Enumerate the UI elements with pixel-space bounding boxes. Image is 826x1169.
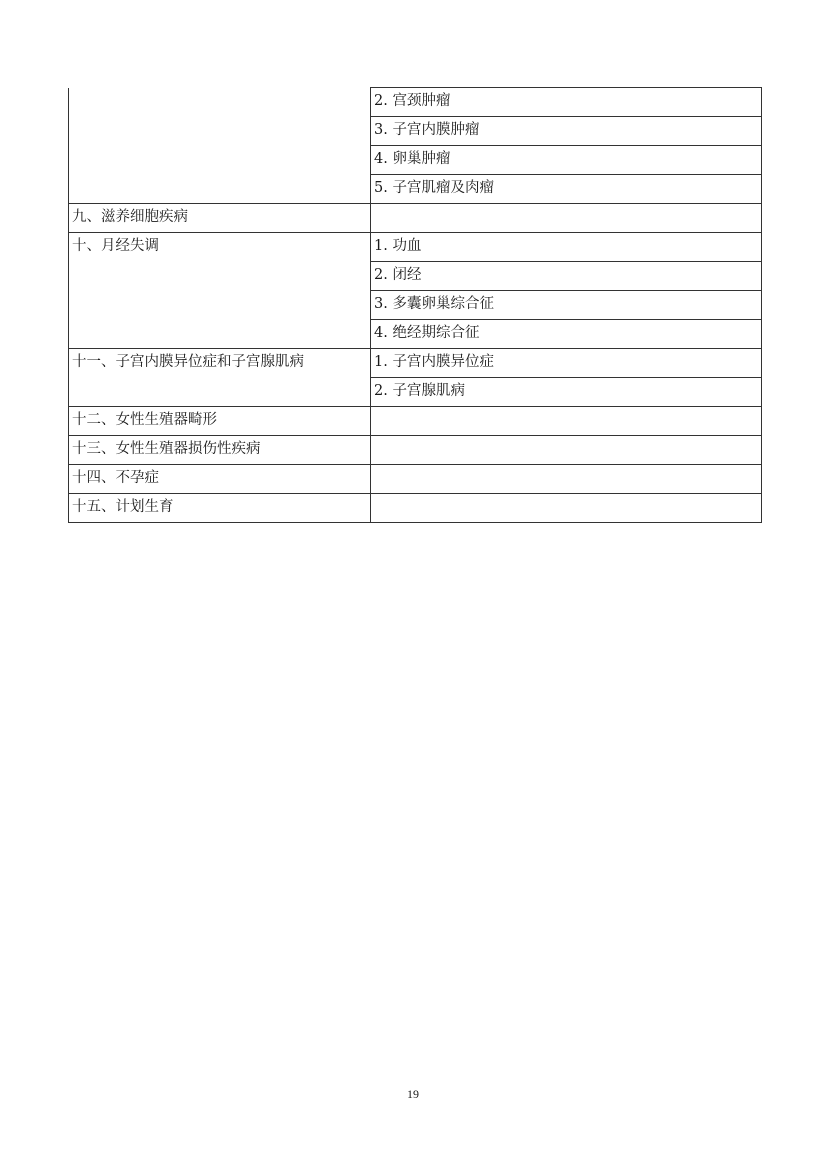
section-item-cell: 3. 子宫内膜肿瘤 (371, 117, 762, 146)
section-item-cell (371, 436, 762, 465)
table-row (69, 436, 762, 465)
syllabus-table (68, 87, 762, 523)
section-item-cell (371, 407, 762, 436)
section-item-cell: 4. 卵巢肿瘤 (371, 146, 762, 175)
table-row (69, 465, 762, 494)
section-item-cell (371, 204, 762, 233)
table-row (69, 407, 762, 436)
section-title-cell: 十三、女性生殖器损伤性疾病 (69, 436, 371, 465)
section-item-cell: 4. 绝经期综合征 (371, 320, 762, 349)
section-title-cell: 九、滋养细胞疾病 (69, 204, 371, 233)
section-item-cell: 2. 闭经 (371, 262, 762, 291)
section-item-cell: 2. 子宫腺肌病 (371, 378, 762, 407)
section-item-cell: 1. 子宫内膜异位症 (371, 349, 762, 378)
section-title-cell: 十四、不孕症 (69, 465, 371, 494)
page-number: 19 (407, 1087, 419, 1101)
section-title-cell (69, 88, 371, 204)
section-item-cell: 1. 功血 (371, 233, 762, 262)
section-item-cell (371, 494, 762, 523)
section-title-cell: 十五、计划生育 (69, 494, 371, 523)
section-title-cell: 十、月经失调 (69, 233, 371, 349)
table-row (69, 233, 762, 262)
section-item-cell: 2. 宫颈肿瘤 (371, 88, 762, 117)
section-item-cell: 5. 子宫肌瘤及肉瘤 (371, 175, 762, 204)
table-row (69, 204, 762, 233)
section-item-cell (371, 465, 762, 494)
table-row (69, 88, 762, 117)
section-title-cell: 十二、女性生殖器畸形 (69, 407, 371, 436)
table-row (69, 494, 762, 523)
section-title-cell: 十一、子宫内膜异位症和子宫腺肌病 (69, 349, 371, 407)
table-row (69, 349, 762, 378)
section-item-cell: 3. 多囊卵巢综合征 (371, 291, 762, 320)
